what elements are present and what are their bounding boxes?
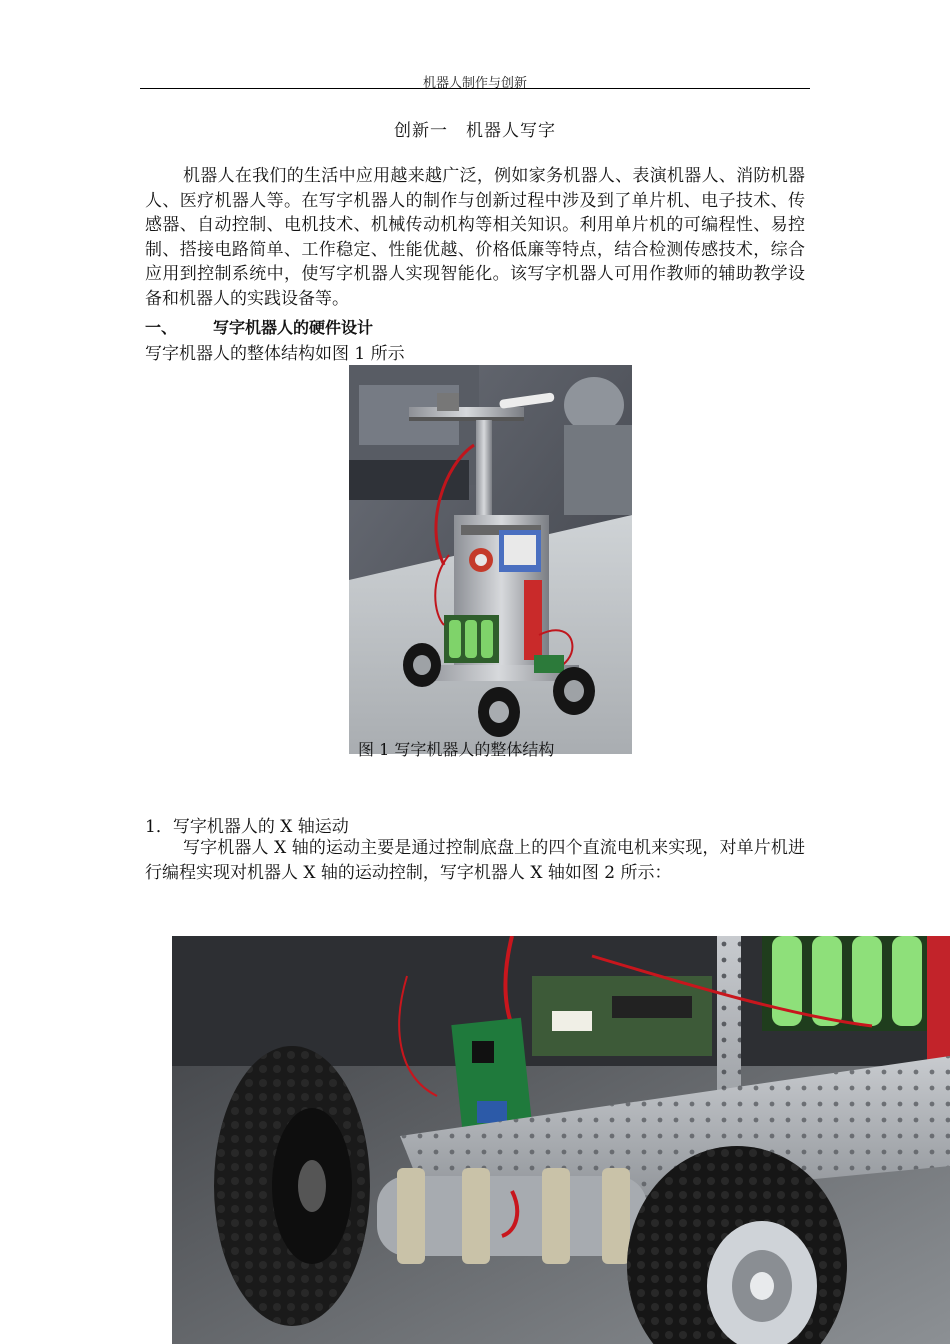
figure-1-caption: 图 1 写字机器人的整体结构 <box>358 740 555 759</box>
header-rule <box>140 88 810 89</box>
page-header: 机器人制作与创新 <box>422 76 527 91</box>
section-number: 一、 <box>145 318 178 337</box>
figure-2-chassis-photo <box>172 936 950 1344</box>
x-axis-paragraph: 写字机器人 X 轴的运动主要是通过控制底盘上的四个直流电机来实现，对单片机进行编程实现对机器人 X 轴的运动控制，写字机器人 X 轴如图 2 所示： <box>145 838 805 883</box>
figure-1-robot-photo <box>349 365 632 754</box>
structure-line: 写字机器人的整体结构如图 1 所示 <box>145 344 405 364</box>
page-title: 创新一 机器人写字 <box>394 121 556 141</box>
section-heading <box>145 315 373 338</box>
subsection-heading: 1．写字机器人的 X 轴运动 <box>145 817 349 837</box>
section-title: 写字机器人的硬件设计 <box>213 318 374 337</box>
intro-paragraph: 机器人在我们的生活中应用越来越广泛，例如家务机器人、表演机器人、消防机器人、医疗机器人等。在写字机器人的制作与创新过程中涉及到了单片机、电子技术、传感器、自动控制、电机技术、机械传动机构等相关知识。利用单片机的可编程性、易控制、搭接电路简单、工作稳定、性能优越、价格低廉等特点，结合检测传感技术，综合应用到控制系统中，使写字机器人实现智能化。该写字机器人可用作教师的辅助教学设备和机器人的实践设备等。 <box>145 166 805 309</box>
